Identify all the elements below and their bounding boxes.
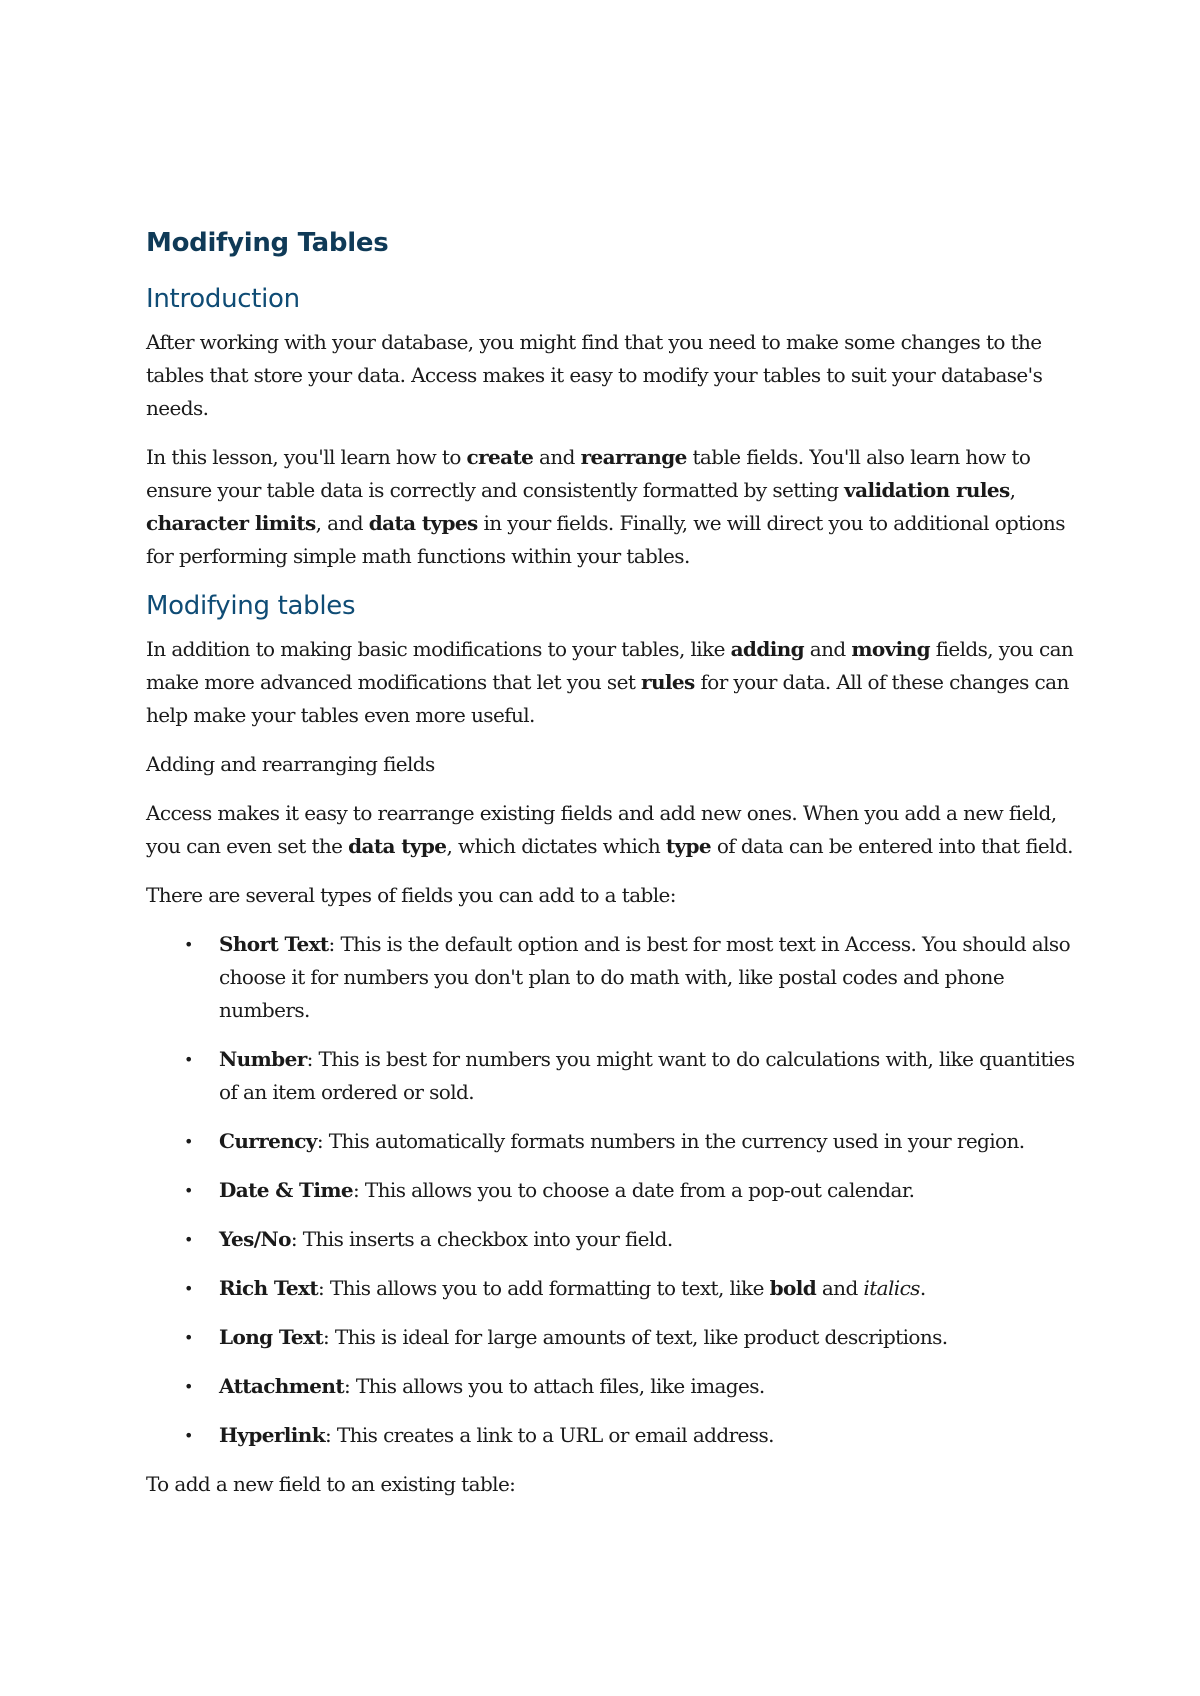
text-run: Access makes it easy to rearrange existing fields and add new ones. When you add a new field, you can even set the	[146, 801, 1057, 858]
field-type-name: Yes/No	[219, 1227, 291, 1251]
field-type-desc: : This is the default option and is best for most text in Access. You should also choose it for numbers you don't plan to do math with, like postal codes and phone numbers.	[219, 932, 1071, 1022]
bold-run-data-types: data types	[368, 511, 478, 535]
bullet-icon: •	[184, 1132, 193, 1151]
list-item	[184, 1043, 1076, 1109]
field-type-name: Date & Time	[219, 1178, 354, 1202]
bullet-icon: •	[184, 1426, 193, 1445]
document-body	[146, 226, 1076, 1517]
field-type-name: Short Text	[219, 932, 329, 956]
field-type-desc: : This automatically formats numbers in the currency used in your region.	[316, 1129, 1025, 1153]
text-run: , which dictates which	[446, 834, 666, 858]
text-run: table fields. You'll also learn how to ensure your table data is correctly and consistently formatted by setting	[146, 445, 1031, 502]
list-item	[184, 1125, 1076, 1158]
field-type-desc: : This inserts a checkbox into your field.	[290, 1227, 673, 1251]
field-type-desc: : This allows you to choose a date from a pop-out calendar.	[353, 1178, 915, 1202]
bullet-icon: •	[184, 1377, 193, 1396]
list-item	[184, 1419, 1076, 1452]
list-item	[184, 928, 1076, 1027]
bold-run-data-type: data type	[348, 834, 447, 858]
field-type-desc: : This is ideal for large amounts of text, like product descriptions.	[322, 1325, 948, 1349]
bold-run-character-limits: character limits	[146, 511, 316, 535]
modifying-paragraph-3: There are several types of fields you can add to a table:	[146, 883, 676, 907]
field-type-name: Hyperlink	[219, 1423, 325, 1447]
bold-run-create: create	[466, 445, 534, 469]
bold-run-rearrange: rearrange	[580, 445, 687, 469]
bold-run-validation-rules: validation rules	[844, 478, 1010, 502]
field-type-desc: : This allows you to add formatting to text, like	[317, 1276, 770, 1300]
text-run: for your data. All of these changes can help make your tables even more useful.	[146, 670, 1069, 727]
field-type-desc: : This creates a link to a URL or email address.	[324, 1423, 774, 1447]
text-run: In addition to making basic modifications to your tables, like	[146, 637, 731, 661]
bullet-icon: •	[184, 935, 193, 954]
text-run: In this lesson, you'll learn how to	[146, 445, 467, 469]
field-type-name: Currency	[219, 1129, 317, 1153]
bold-run-rules: rules	[641, 670, 695, 694]
list-item	[184, 1223, 1076, 1256]
text-run: ,	[1009, 478, 1016, 502]
bold-run-moving: moving	[851, 637, 931, 661]
text-run: and	[804, 637, 852, 661]
subheading-adding-rearranging: Adding and rearranging fields	[146, 752, 435, 776]
list-item	[184, 1321, 1076, 1354]
text-run: and	[533, 445, 581, 469]
modifying-paragraph-1	[146, 633, 1076, 732]
bullet-icon: •	[184, 1230, 193, 1249]
field-type-desc: : This allows you to attach files, like images.	[344, 1374, 765, 1398]
list-item	[184, 1370, 1076, 1403]
bold-run-type: type	[665, 834, 712, 858]
text-run: fields, you can make more advanced modifications that let you set	[146, 637, 1074, 694]
intro-paragraph-1: After working with your database, you might find that you need to make some changes to the tables that store your data. Access makes it easy to modify your tables to suit your database's needs.	[146, 330, 1043, 420]
bold-run-bold: bold	[769, 1276, 817, 1300]
bullet-icon: •	[184, 1181, 193, 1200]
bold-run-adding: adding	[730, 637, 805, 661]
text-run: .	[919, 1276, 926, 1300]
heading-introduction: Introduction	[146, 284, 300, 314]
text-run: , and	[315, 511, 369, 535]
list-item	[184, 1174, 1076, 1207]
page-title: Modifying Tables	[146, 228, 389, 258]
modifying-paragraph-2	[146, 797, 1076, 863]
text-run: in your fields. Finally, we will direct you to additional options for performing simple math functions within your tables.	[146, 511, 1065, 568]
italic-run-italics: italics	[863, 1276, 920, 1300]
list-item	[184, 1272, 1076, 1305]
field-type-name: Attachment	[219, 1374, 344, 1398]
heading-modifying-tables: Modifying tables	[146, 591, 356, 621]
field-type-name: Long Text	[219, 1325, 323, 1349]
field-type-desc: : This is best for numbers you might want to do calculations with, like quantities of an item ordered or sold.	[219, 1047, 1075, 1104]
field-type-name: Rich Text	[219, 1276, 318, 1300]
bullet-icon: •	[184, 1328, 193, 1347]
field-types-list	[146, 928, 1076, 1452]
bullet-icon: •	[184, 1050, 193, 1069]
text-run: of data can be entered into that field.	[711, 834, 1073, 858]
intro-paragraph-2	[146, 441, 1076, 573]
field-type-name: Number	[219, 1047, 307, 1071]
modifying-paragraph-4: To add a new field to an existing table:	[146, 1472, 516, 1496]
text-run: and	[816, 1276, 864, 1300]
bullet-icon: •	[184, 1279, 193, 1298]
